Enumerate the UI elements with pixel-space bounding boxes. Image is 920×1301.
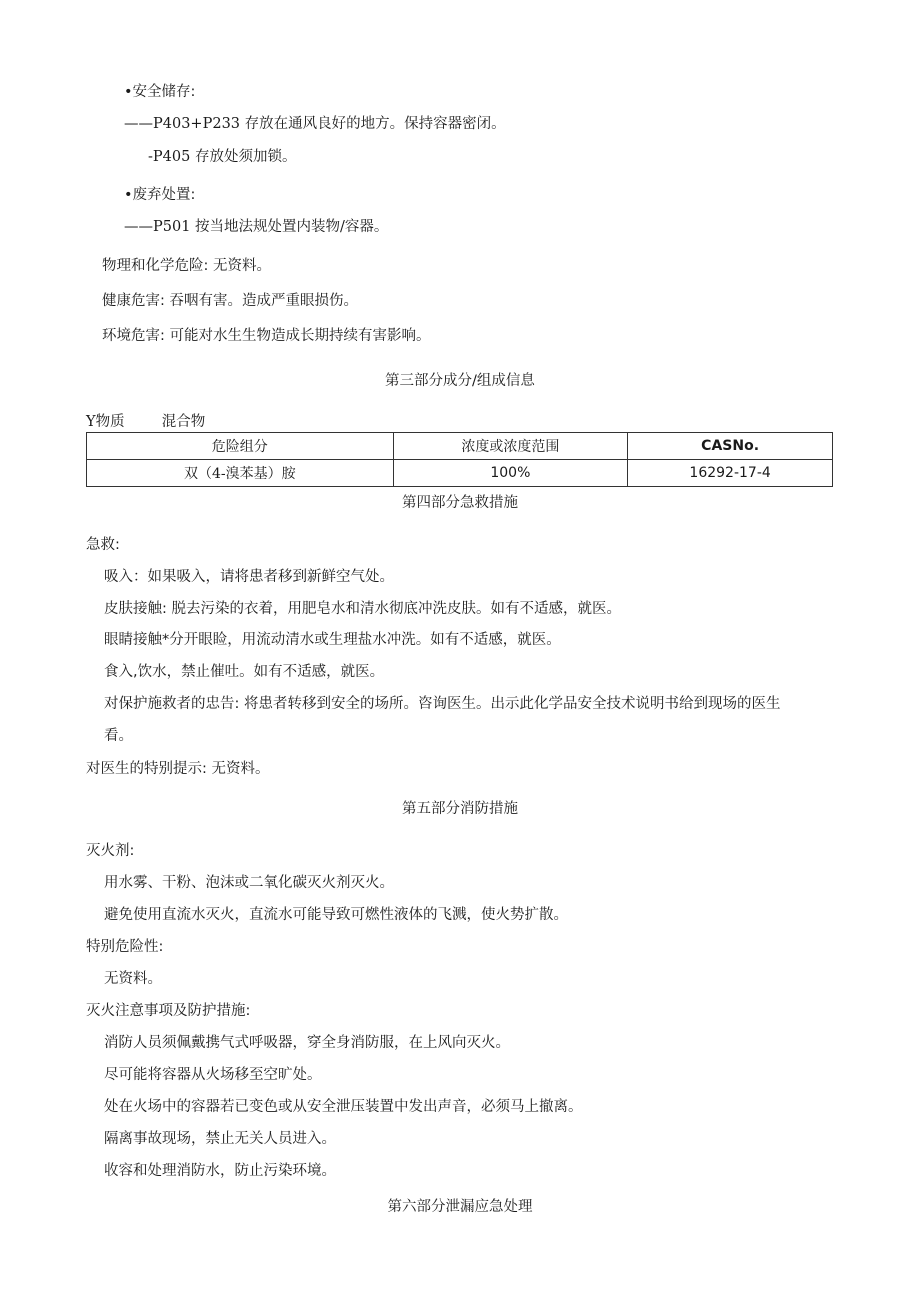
firefighting-precaution-label: 灭火注意事项及防护措施: (86, 1003, 251, 1019)
rescuer-advice (104, 694, 781, 714)
extinguishing-agent-line-2: 避免使用直流水灭火，直流水可能导致可燃性液体的飞溅，使火势扩散。 (104, 907, 568, 923)
list-item: 处在火场中的容器若已变色或从安全泄压装置中发出声音，必须马上撤离。 (104, 1099, 583, 1115)
list-item: 尽可能将容器从火场移至空旷处。 (104, 1067, 322, 1083)
health-hazard (102, 291, 358, 311)
extinguishing-agent-line-1: 用水雾、干粉、泡沫或二氧化碳灭火剂灭火。 (104, 875, 394, 891)
table-row (87, 460, 833, 487)
header-hazardous-component: 危险组分 (87, 433, 394, 460)
header-cas-no: CASNo. (628, 433, 833, 460)
eye-contact-value: 分开眼睑，用流动清水或生理盐水冲洗。如有不适感，就医。 (169, 632, 561, 648)
inhalation-text: 吸入：如果吸入，请将患者移到新鲜空气处。 (104, 569, 394, 585)
storage-label: •安全储存: (124, 84, 196, 100)
list-item: 收容和处理消防水，防止污染环境。 (104, 1163, 336, 1179)
list-item: 消防人员须佩戴携气式呼吸器，穿全身消防服，在上风向灭火。 (104, 1035, 510, 1051)
doctor-note (86, 759, 270, 779)
table-header-row (87, 433, 833, 460)
skin-contact-value: 脱去污染的衣着，用肥皂水和清水彻底冲洗皮肤。如有不适感，就医。 (171, 601, 621, 617)
environment-hazard-value: 可能对水生生物造成长期持续有害影响。 (169, 328, 431, 344)
rescuer-advice-label: 对保护施救者的忠告: (104, 696, 240, 712)
rescuer-advice-continuation: 看。 (104, 728, 133, 744)
disposal-label: •废弃处置: (124, 187, 196, 203)
section-4-title: 第四部分急救措施 (402, 495, 518, 511)
ingestion-value: 饮水，禁止催吐。如有不适感，就医。 (137, 664, 385, 680)
cell-cas-number: 16292-17-4 (628, 460, 833, 487)
first-aid-label: 急救: (86, 537, 120, 553)
mixture-label: 混合物 (161, 414, 206, 430)
health-hazard-value: 吞咽有害。造成严重眼损伤。 (169, 293, 358, 309)
substance-type-row (86, 412, 205, 432)
physical-hazard-label: 物理和化学危险: (102, 258, 209, 274)
skin-contact (104, 599, 621, 619)
section-5-title: 第五部分消防措施 (402, 801, 518, 817)
cell-concentration: 100% (393, 460, 628, 487)
section-6-title: 第六部分泄漏应急处理 (387, 1199, 533, 1215)
composition-table (86, 432, 833, 487)
disposal-line-1: ——P501 按当地法规处置内装物/容器。 (124, 219, 389, 235)
special-hazard-label: 特别危险性: (86, 939, 164, 955)
physical-hazard (102, 256, 271, 276)
doctor-note-value: 无资料。 (211, 761, 270, 777)
physical-hazard-value: 无资料。 (213, 258, 271, 274)
section-3-title: 第三部分成分/组成信息 (385, 373, 535, 389)
storage-line-2: -P405 存放处须加锁。 (148, 149, 297, 165)
skin-contact-label: 皮肤接触: (104, 601, 167, 617)
header-concentration: 浓度或浓度范围 (393, 433, 628, 460)
eye-contact (104, 630, 561, 650)
health-hazard-label: 健康危害: (102, 293, 165, 309)
substance-label: Y物质 (86, 414, 125, 430)
environment-hazard-label: 环境危害: (102, 328, 165, 344)
doctor-note-label: 对医生的特别提示: (86, 761, 207, 777)
rescuer-advice-value: 将患者转移到安全的场所。咨询医生。出示此化学品安全技术说明书给到现场的医生 (244, 696, 781, 712)
ingestion-label: 食入, (104, 664, 138, 680)
ingestion (104, 662, 384, 682)
environment-hazard (102, 326, 431, 346)
list-item: 隔离事故现场，禁止无关人员进入。 (104, 1131, 336, 1147)
extinguishing-agent-label: 灭火剂: (86, 843, 135, 859)
cell-component-name: 双（4-溴苯基）胺 (87, 460, 394, 487)
storage-line-1: ——P403+P233 存放在通风良好的地方。保持容器密闭。 (124, 116, 506, 132)
special-hazard-value: 无资料。 (104, 971, 162, 987)
eye-contact-label: 眼睛接触* (104, 632, 170, 648)
